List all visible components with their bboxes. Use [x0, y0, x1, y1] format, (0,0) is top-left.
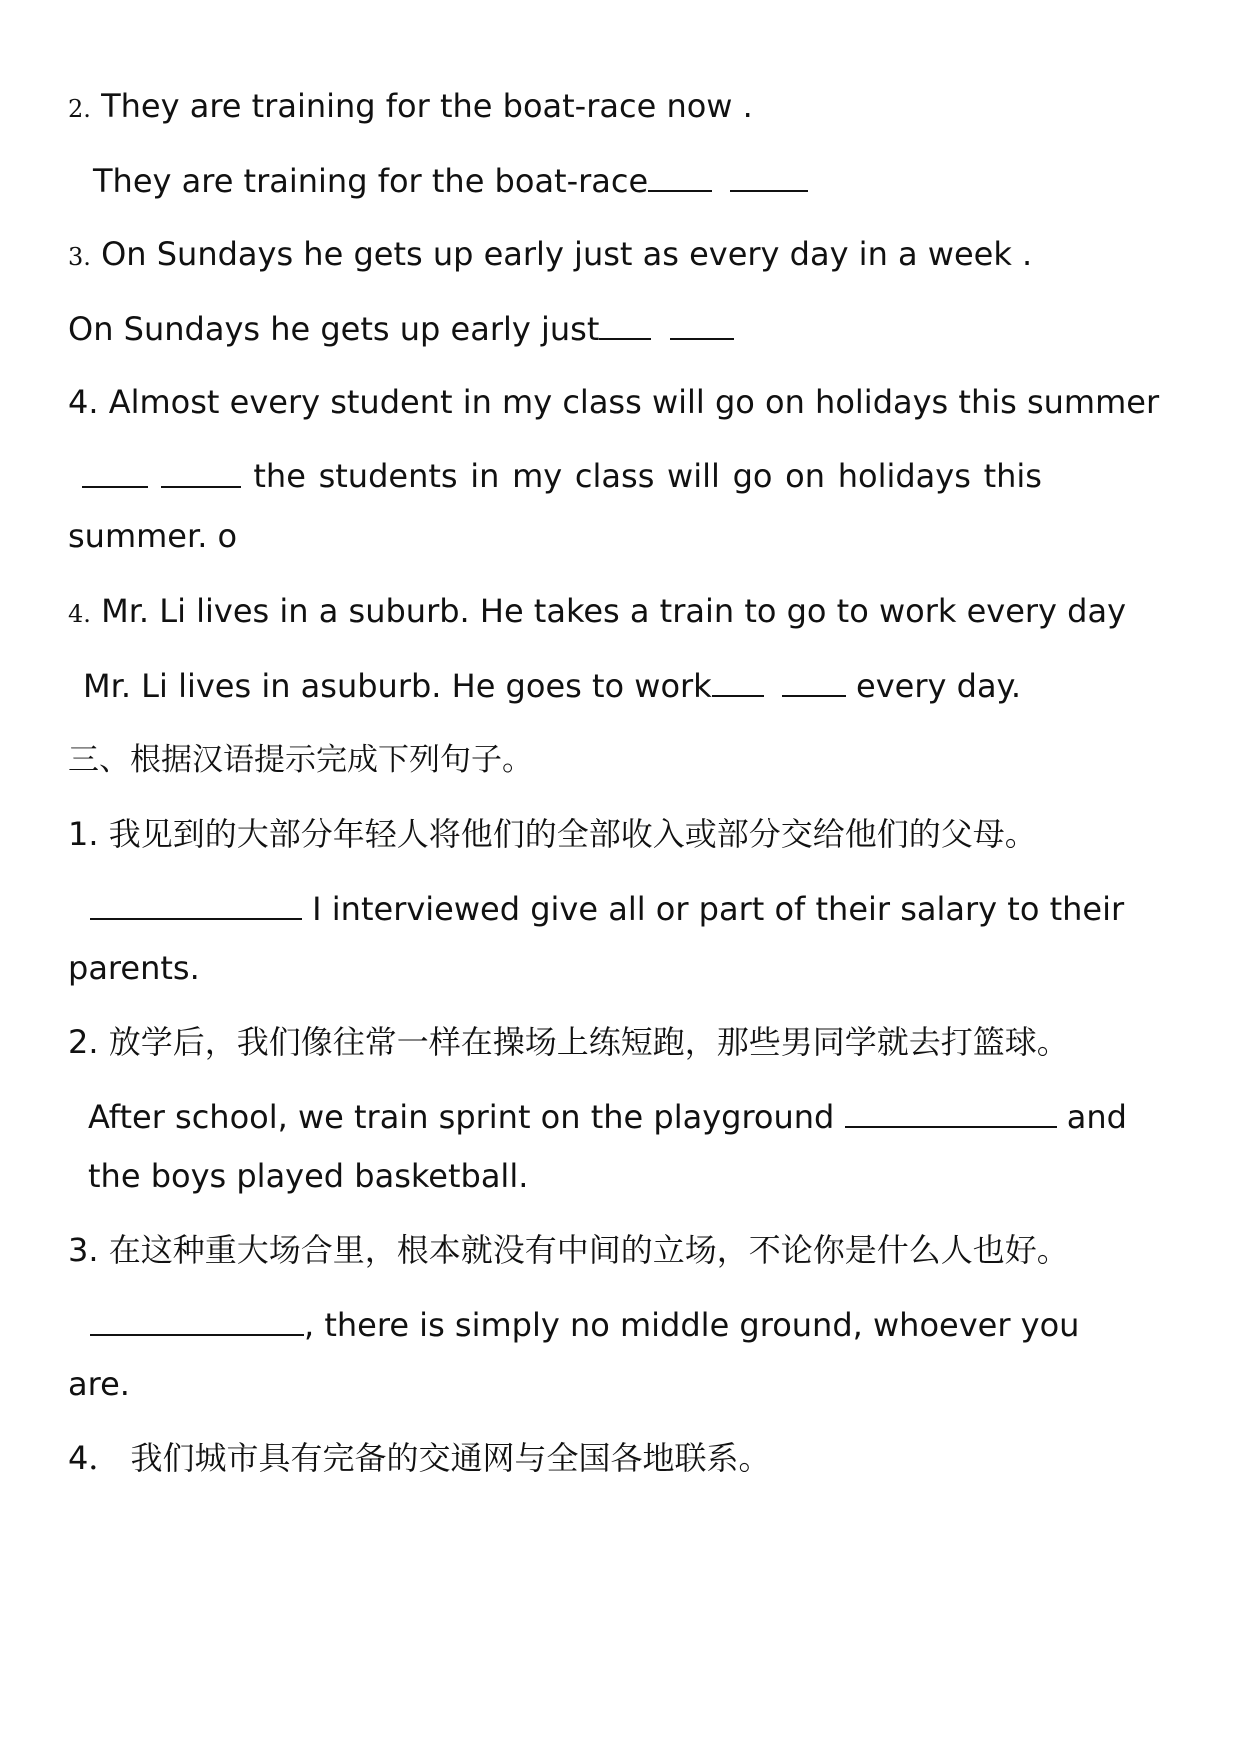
answer-word: holidays — [837, 457, 971, 495]
question-prompt: On Sundays he gets up early just as every day in a week . — [101, 235, 1033, 273]
sentence-2-chinese — [68, 1022, 1069, 1062]
english-prefix: After school, we train sprint on the playground — [88, 1098, 835, 1136]
question-2 — [68, 86, 753, 129]
sentence-3-english — [90, 1304, 1079, 1345]
sentence-4-chinese — [68, 1438, 771, 1478]
blank-field[interactable] — [161, 456, 241, 488]
blank-field[interactable] — [82, 456, 148, 488]
chinese-prompt: 放学后，我们像往常一样在操场上练短跑，那些男同学就去打篮球。 — [108, 1023, 1069, 1061]
question-prompt: Mr. Li lives in a suburb. He takes a train to go to work every day — [101, 592, 1127, 630]
sentence-2-english — [88, 1096, 1127, 1137]
answer-word: go — [732, 457, 773, 495]
blank-field[interactable] — [648, 160, 712, 192]
answer-word: in — [470, 457, 500, 495]
answer-prefix: Mr. Li lives in asuburb. He goes to work — [83, 667, 712, 705]
answer-word: on — [785, 457, 826, 495]
blank-field[interactable] — [730, 160, 808, 192]
blank-field[interactable] — [712, 665, 764, 697]
sentence-number: 3. — [68, 1231, 99, 1269]
blank-field[interactable] — [782, 665, 846, 697]
chinese-prompt: 我们城市具有完备的交通网与全国各地联系。 — [130, 1439, 771, 1477]
section-heading: 三、根据汉语提示完成下列句子。 — [68, 742, 533, 778]
english-suffix: , there is simply no middle ground, whoever you — [304, 1306, 1080, 1344]
question-number: 4. — [68, 600, 91, 628]
sentence-3-tail: are. — [68, 1365, 130, 1403]
english-suffix: I interviewed give all or part of their salary to their — [312, 890, 1125, 928]
blank-field[interactable] — [599, 308, 651, 340]
blank-field[interactable] — [845, 1096, 1057, 1128]
answer-word: students — [318, 457, 458, 495]
answer-prefix: They are training for the boat-race — [93, 162, 649, 200]
chinese-prompt: 在这种重大场合里，根本就没有中间的立场，不论你是什么人也好。 — [108, 1231, 1069, 1269]
question-3 — [68, 234, 1032, 277]
answer-line-2 — [93, 160, 808, 201]
blank-field[interactable] — [90, 888, 302, 920]
answer-word: class — [574, 457, 655, 495]
question-number: 2. — [68, 95, 91, 123]
question-4a — [68, 382, 1159, 422]
question-number: 3. — [68, 243, 91, 271]
sentence-3-chinese — [68, 1230, 1069, 1270]
question-prompt: Almost every student in my class will go on holidays this summer — [108, 383, 1160, 421]
sentence-number: 2. — [68, 1023, 99, 1061]
answer-word: my — [512, 457, 563, 495]
answer-line-4a — [68, 456, 1042, 496]
answer-line-3 — [68, 308, 734, 349]
answer-word: will — [667, 457, 720, 495]
answer-prefix: On Sundays he gets up early just — [68, 310, 600, 348]
question-number: 4. — [68, 383, 99, 421]
sentence-2-tail: the boys played basketball. — [88, 1157, 529, 1195]
answer-suffix: every day. — [856, 667, 1022, 705]
english-suffix: and — [1066, 1098, 1127, 1136]
answer-word: this — [983, 457, 1042, 495]
sentence-1-english — [90, 888, 1124, 929]
chinese-prompt: 我见到的大部分年轻人将他们的全部收入或部分交给他们的父母。 — [108, 815, 1037, 853]
answer-tail-4a: summer. o — [68, 517, 238, 555]
sentence-1-tail: parents. — [68, 949, 200, 987]
sentence-number: 4． — [68, 1439, 121, 1477]
question-prompt: They are training for the boat-race now . — [101, 87, 753, 125]
blank-field[interactable] — [670, 308, 734, 340]
sentence-number: 1. — [68, 815, 99, 853]
sentence-1-chinese — [68, 814, 1037, 854]
answer-line-4b — [83, 665, 1021, 706]
blank-field[interactable] — [90, 1304, 304, 1336]
answer-word: the — [253, 457, 306, 495]
question-4b — [68, 591, 1126, 634]
